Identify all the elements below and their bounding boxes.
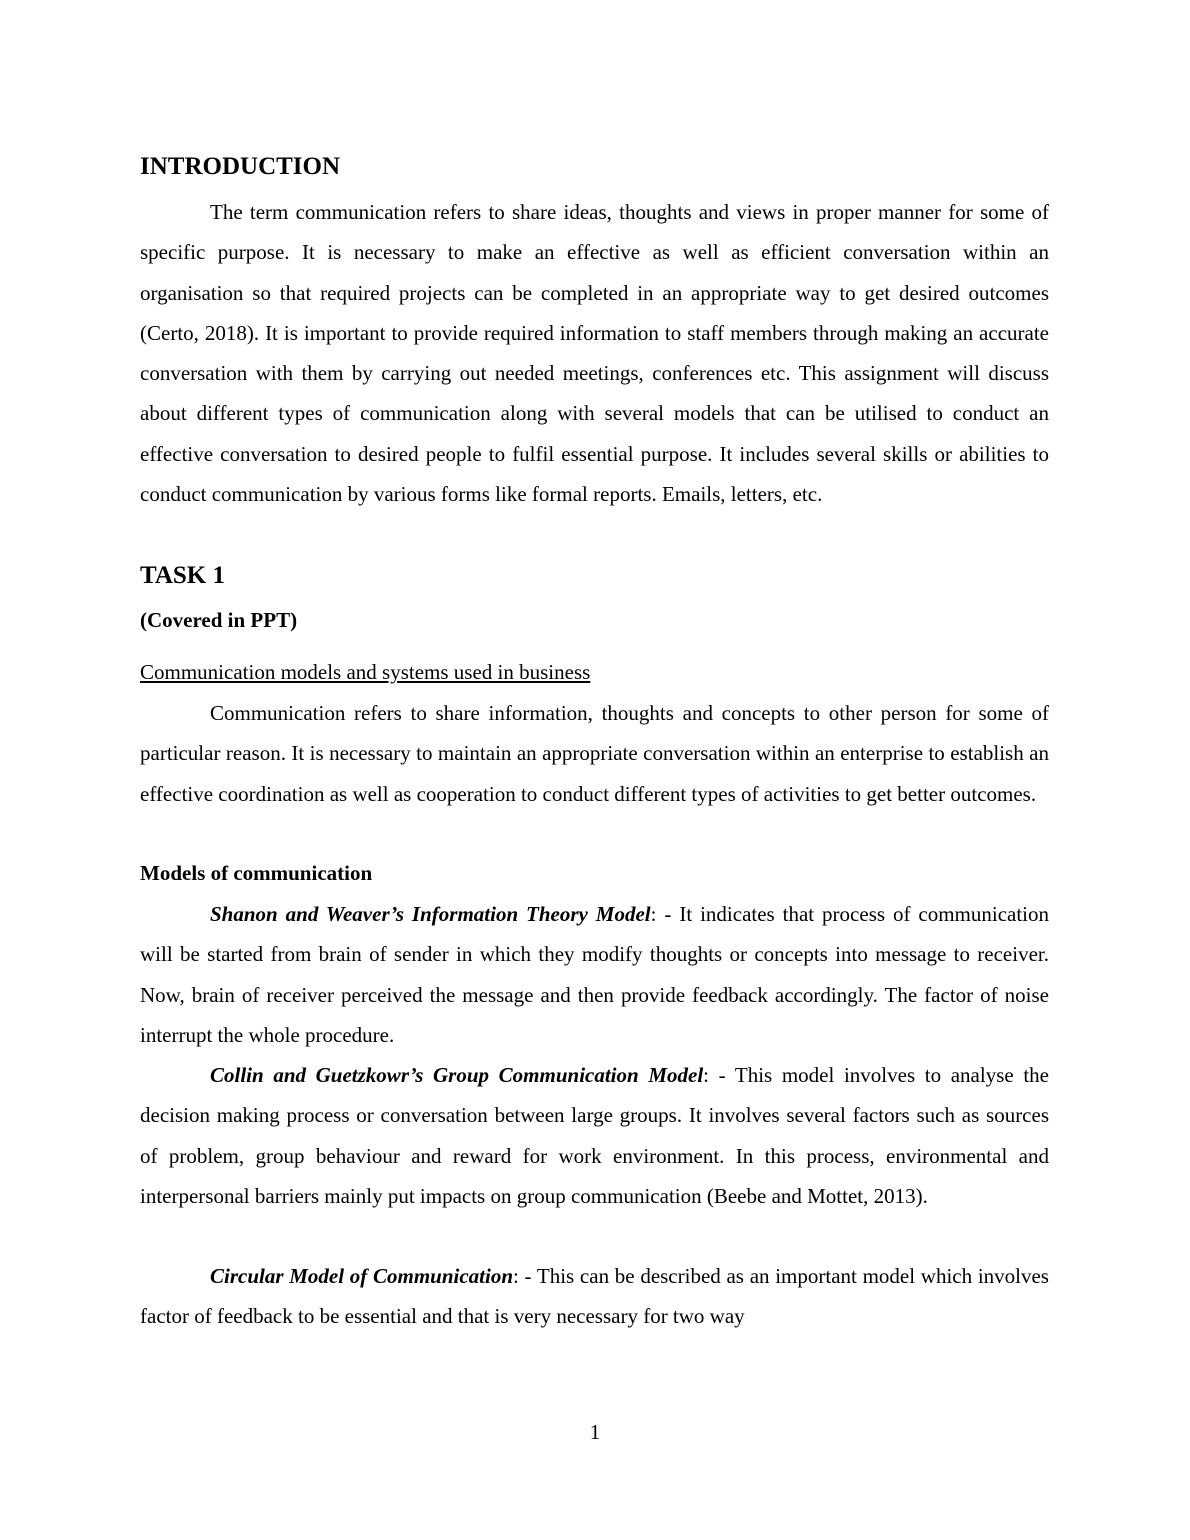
model-description: : - This model involves to analyse the decision making process or conversation between large groups. It involves several factors such as sources of problem, group behaviour and reward for work environment. In this process, environmental and interpersonal barriers mainly put impacts on group communication (Beebe and Mottet, 2013). — [140, 1063, 1049, 1208]
section-title-communication-models: Communication models and systems used in business — [140, 660, 591, 684]
model-description: : - This can be described as an important model which involves factor of feedback to be essential and that is very necessary for two way — [140, 1264, 1049, 1329]
introduction-heading: INTRODUCTION — [140, 153, 341, 180]
communication-paragraph: Communication refers to share information, thoughts and concepts to other person for some of particular reason. It is necessary to maintain an appropriate conversation within an enterprise to establish an effective coordination as well as cooperation to conduct different types of activities to get better outcomes. — [140, 701, 1049, 806]
model-paragraph-shanon-weaver — [140, 894, 1049, 1055]
page-number: 1 — [589, 1420, 601, 1444]
model-term: Shanon and Weaver’s Information Theory Model — [210, 902, 651, 926]
model-term: Circular Model of Communication — [210, 1264, 514, 1288]
introduction-paragraph: The term communication refers to share ideas, thoughts and views in proper manner for some of specific purpose. It is necessary to make an effective as well as efficient conversation within an organisation so that required projects can be completed in an appropriate way to get desired outcomes (Certo, 2018). It is important to provide required information to staff members through making an accurate conversation with them by carrying out needed meetings, conferences etc. This assignment will discuss about different types of communication along with several models that can be utilised to conduct an effective conversation to desired people to fulfil essential purpose. It includes several skills or abilities to conduct communication by various forms like formal reports. Emails, letters, etc. — [140, 200, 1049, 506]
model-paragraph-collin-guetzkowr — [140, 1055, 1049, 1216]
task-1-heading: TASK 1 — [140, 562, 225, 589]
models-of-communication-heading: Models of communication — [140, 861, 373, 885]
covered-in-ppt-note: (Covered in PPT) — [140, 608, 298, 632]
model-term: Collin and Guetzkowr’s Group Communication Model — [210, 1063, 704, 1087]
model-description: : - It indicates that process of communication will be started from brain of sender in which they modify thoughts or concepts into message to receiver. Now, brain of receiver perceived the message and then provide feedback accordingly. The factor of noise interrupt the whole procedure. — [140, 902, 1050, 1047]
model-paragraph-circular — [140, 1256, 1049, 1337]
